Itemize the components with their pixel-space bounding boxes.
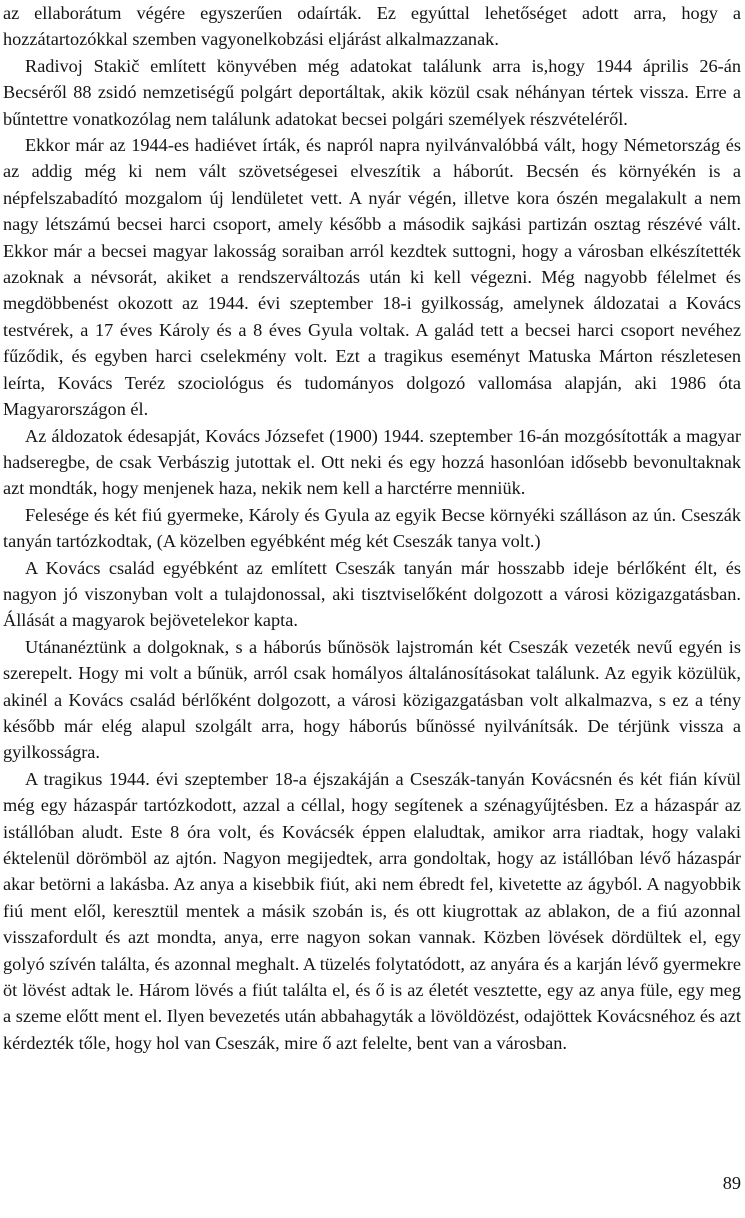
paragraph-2: Radivoj Stakič említett könyvében még adatokat találunk arra is,hogy 1944 április 26-án Becséről 88 zsidó nemzetiségű polgárt deportáltak, akik közül csak néhányan tértek vissza. Erre a bűntettre vonatkozólag nem találunk adatokat becsei polgári személyek részvételéről. bbox=[3, 55, 741, 129]
paragraph-3: Ekkor már az 1944-es hadiévet írták, és napról napra nyilvánvalóbbá vált, hogy Németország és az addig még ki nem vált szövetségesei elveszítik a háborút. Becsén és környékén is a népfelszabadító mozgalom új lendületet vett. A nyár végén, illetve kora ószén megalakult a nem nagy létszámú becsei harci csoport, amely később a második sajkási partizán osztag részévé vált. Ekkor már a becsei magyar lakosság soraiban arról kezdtek suttogni, hogy a városban elkészítették azoknak a névsorát, akiket a rendszerváltozás után ki kell végezni. Még nagyobb félelmet és megdöbbenést okozott az 1944. évi szeptember 18-i gyilkosság, amelynek áldozatai a Kovács testvérek, a 17 éves Károly és a 8 éves Gyula voltak. A galád tett a becsei harci csoport nevéhez fűződik, és egyben harci cselekmény volt. Ezt a tragikus eseményt Matuska Márton részletesen leírta, Kovács Teréz szociológus és tudományos dolgozó vallomása alapján, aki 1986 óta Magyarországon él. bbox=[3, 135, 741, 420]
paragraph-5: Felesége és két fiú gyermeke, Károly és Gyula az egyik Becse környéki szálláson az ún. Cseszák tanyán tartózkodtak, (A közelben egyébként még két Cseszák tanya volt.) bbox=[3, 504, 741, 552]
page-number: 89 bbox=[722, 1173, 741, 1193]
paragraph-6: A Kovács család egyébként az említett Cseszák tanyán már hosszabb ideje bérlőként élt, és nagyon jó viszonyban volt a tulajdonossal, aki tisztviselőként dolgozott a városi közigazgatásban. Állását a magyarok bejövetelekor kapta. bbox=[3, 557, 741, 631]
paragraph-1: az ellaborátum végére egyszerűen odaírták. Ez egyúttal lehetőséget adott arra, hogy a hozzátartozókkal szemben vagyonelkobzási eljárást alkalmazzanak. bbox=[3, 3, 741, 50]
paragraph-7: Utánanéztünk a dolgoknak, s a háborús bűnösök lajstromán két Cseszák vezeték nevű egyén is szerepelt. Hogy mi volt a bűnük, arról csak homályos általánosításokat találunk. Az egyik közülük, akinél a Kovács család bérlőként dolgozott, a városi közigazgatásban volt alkalmazva, s ez a tény később már elég alapul szolgált arra, hogy háborús bűnössé nyilvánítsák. De térjünk vissza a gyilkosságra. bbox=[3, 636, 741, 763]
body-text bbox=[3, 0, 741, 1056]
paragraph-4: Az áldozatok édesapját, Kovács Józsefet (1900) 1944. szeptember 16-án mozgósították a magyar hadseregbe, de csak Verbászig jutottak el. Ott neki és egy hozzá hasonlóan idősebb bevonultaknak azt mondták, hogy menjenek haza, nekik nem kell a harctérre menniük. bbox=[3, 425, 741, 499]
paragraph-8: A tragikus 1944. évi szeptember 18-a éjszakáján a Cseszák-tanyán Kovácsnén és két fián kívül még egy házaspár tartózkodott, azzal a céllal, hogy segítenek a szénagyűjtésben. Ez a házaspár az istállóban aludt. Este 8 óra volt, és Kovácsék éppen elaludtak, amikor arra riadtak, hogy valaki éktelenül dörömböl az ajtón. Nagyon megijedtek, arra gondoltak, hogy az istállóban lévő házaspár akar betörni a lakásba. Az anya a kisebbik fiút, aki nem ébredt fel, kivetette az ágyból. A nagyobbik fiú ment elől, keresztül mentek a másik szobán is, és ott kiugrottak az ablakon, de a fiú azonnal visszafordult és azt mondta, anya, erre nagyon sokan vannak. Közben lövések dördültek el, egy golyó szívén találta, és azonnal meghalt. A tüzelés folytatódott, az anyára és a karján lévő gyermekre öt lövést adtak le. Három lövés a fiút találta el, és ő is az életét vesztette, egy az anya füle, egy meg a szeme előtt ment el. Ilyen bevezetés után abbahagyták a lövöldözést, odajöttek Kovácsnéhoz és azt kérdezték tőle, hogy hol van Cseszák, mire ő azt felelte, bent van a városban. bbox=[3, 768, 741, 1053]
